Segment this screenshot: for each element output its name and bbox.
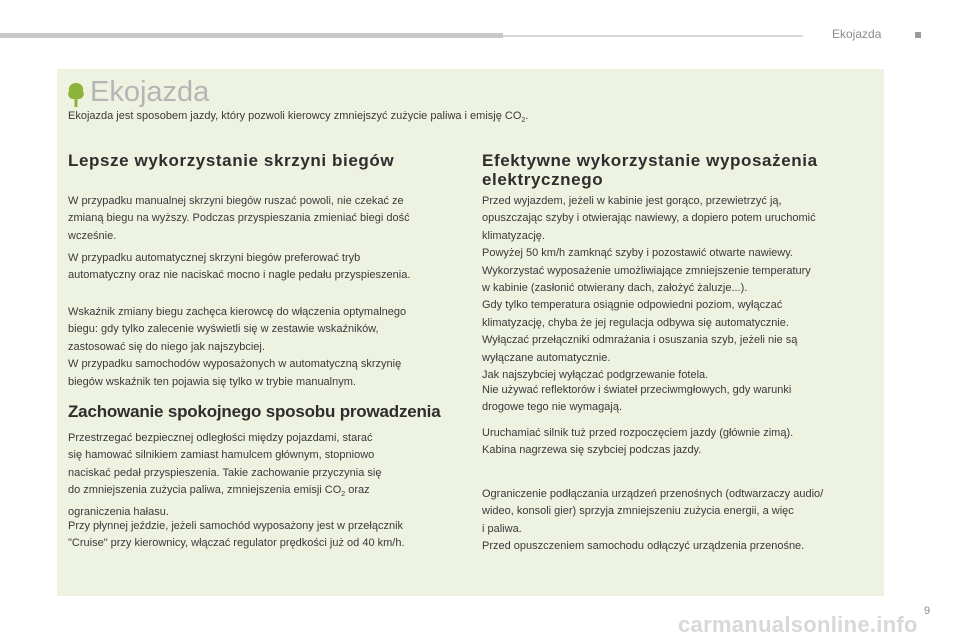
page-number: 9 — [924, 605, 931, 617]
section-label: Ekojazda — [832, 27, 882, 41]
section-marker — [915, 32, 921, 38]
heading-gearbox: Lepsze wykorzystanie skrzyni biegów — [68, 151, 395, 170]
watermark: carmanualsonline.info — [678, 612, 918, 637]
paragraph-manual-gearbox: W przypadku manualnej skrzyni biegów ruszać powoli, nie czekać ze zmianą biegu na wyższy. Podczas przyspieszania zmieniać biegi dość wcześnie. — [68, 195, 410, 242]
heading-electrical-equipment: Efektywne wykorzystanie wyposażenia elektrycznego — [482, 151, 818, 189]
paragraph-gear-indicator: Wskaźnik zmiany biegu zachęca kierowcę do włączenia optymalnego biegu: gdy tylko zalecenie wyświetli się w zestawie wskaźników, zastosować się do niego jak najszybciej. W przypadku samochodów wyposażonych w automatyczną skrzynię biegów wskaźnik ten pojawia się tylko w trybie manualnym. — [68, 306, 407, 388]
header-rule-light — [503, 35, 803, 37]
heading-calm-driving: Zachowanie spokojnego sposobu prowadzenia — [68, 402, 441, 421]
page-title: Ekojazda — [90, 76, 210, 108]
tree-icon — [67, 82, 85, 108]
paragraph-automatic-gearbox: W przypadku automatycznej skrzyni biegów preferować tryb automatyczny oraz nie naciskać mocno i nagle pedału przyspieszenia. — [68, 252, 411, 282]
paragraph-engine-start: Uruchamiać silnik tuż przed rozpoczęciem jazdy (głównie zimą). Kabina nagrzewa się szybciej podczas jazdy. — [482, 427, 794, 457]
paragraph-portable-devices: Ograniczenie podłączania urządzeń przenośnych (odtwarzaczy audio/ wideo, konsoli gier) sprzyja zmniejszeniu zużycia energii, a więc i paliwa. Przed opuszczeniem samochodu odłączyć urządzenia przenośne. — [482, 488, 824, 553]
paragraph-cruise: Przy płynnej jeździe, jeżeli samochód wyposażony jest w przełącznik "Cruise" przy kierownicy, włączać regulator prędkości już od 40 km/h. — [68, 520, 405, 550]
intro-text: Ekojazda jest sposobem jazdy, który pozwoli kierowcy zmniejszyć zużycie paliwa i emisję $CO_2$. — [68, 110, 529, 125]
header-rule-dark — [0, 33, 503, 38]
paragraph-safe-distance: Przestrzegać bezpiecznej odległości między pojazdami, starać się hamować silnikiem zamiast hamulcem głównym, stopniowo naciskać pedał przyspieszenia. Takie zachowanie przyczynia się do zmniejszenia zużycia paliwa, zmniejszenia emisji $CO_2$ oraz ograniczenia hałasu. — [68, 432, 382, 518]
paragraph-fog-lights: Nie używać reflektorów i świateł przeciwmgłowych, gdy warunki drogowe tego nie wymagają. — [482, 384, 792, 414]
paragraph-air-conditioning: Przed wyjazdem, jeżeli w kabinie jest gorąco, przewietrzyć ją, opuszczając szyby i otwierając nawiewy, a dopiero potem uruchomić klimatyzację. Powyżej 50 km/h zamknąć szyby i pozostawić otwarte nawiewy. Wykorzystać wyposażenie umożliwiające zmniejszenie temperatury w kabinie (zasłonić otwierany dach, założyć żaluzje...). Gdy tylko temperatura osiągnie odpowiedni poziom, wyłączać klimatyzację, chyba że jej regulacja odbywa się automatycznie. Wyłączać przełączniki odmrażania i osuszania szyb, jeżeli nie są wyłączane automatycznie. Jak najszybciej wyłączać podgrzewanie fotela. — [482, 195, 816, 382]
